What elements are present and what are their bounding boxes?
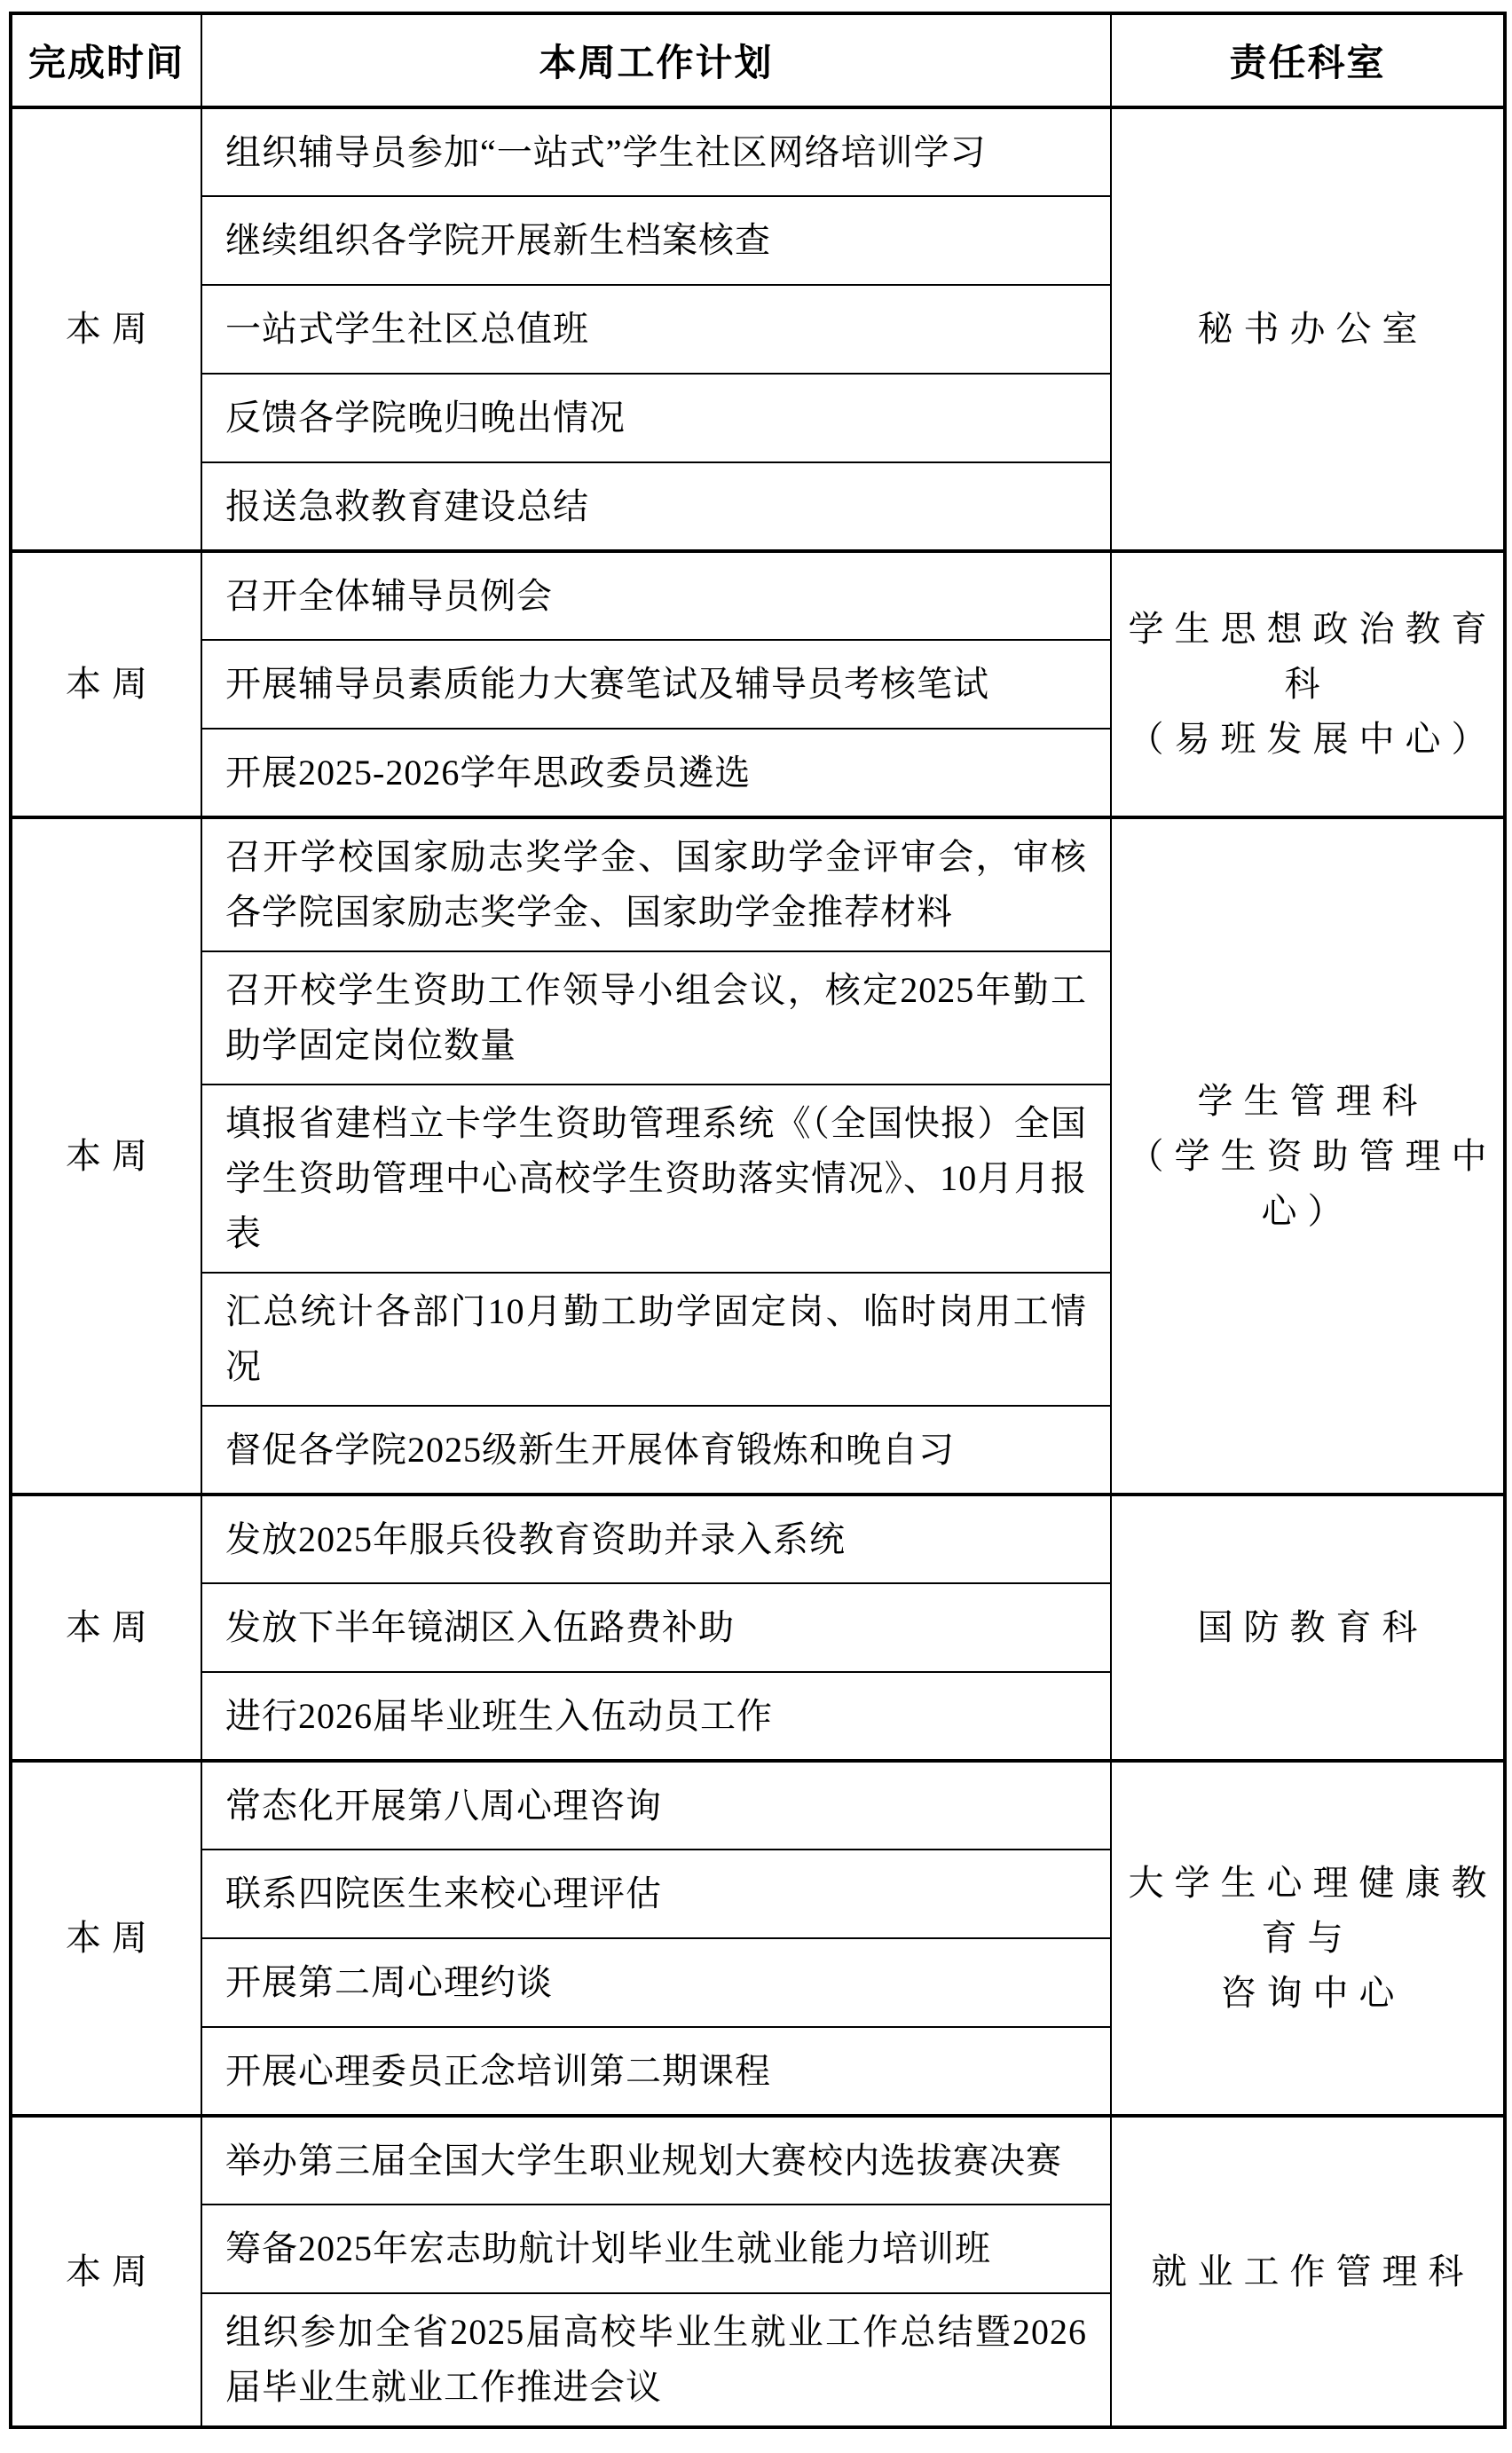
dept-cell (1111, 551, 1505, 817)
table-row (11, 107, 1505, 196)
task-cell: 开展第二周心理约谈 (201, 1938, 1111, 2027)
dept-line: 咨询中心 (1220, 1973, 1406, 2013)
dept-line: （学生资助管理中心） (1128, 1135, 1498, 1231)
header-row (11, 13, 1505, 107)
dept-line: 学生管理科 (1197, 1080, 1429, 1121)
dept-cell (1111, 2116, 1505, 2427)
dept-cell (1111, 107, 1505, 551)
task-cell: 反馈各学院晚归晚出情况 (201, 374, 1111, 462)
task-cell: 举办第三届全国大学生职业规划大赛校内选拔赛决赛 (201, 2116, 1111, 2205)
dept-cell (1111, 1761, 1505, 2116)
task-cell: 联系四院医生来校心理评估 (201, 1850, 1111, 1938)
work-plan-table (9, 12, 1507, 2429)
dept-line: 国防教育科 (1197, 1607, 1429, 1647)
time-cell: 本周 (11, 551, 201, 817)
task-cell: 报送急救教育建设总结 (201, 462, 1111, 551)
time-cell: 本周 (11, 2116, 201, 2427)
task-cell: 汇总统计各部门10月勤工助学固定岗、临时岗用工情况 (201, 1273, 1111, 1406)
task-cell: 开展心理委员正念培训第二期课程 (201, 2027, 1111, 2116)
time-cell: 本周 (11, 1761, 201, 2116)
header-col-dept: 责任科室 (1111, 13, 1505, 107)
dept-line: 秘书办公室 (1197, 309, 1429, 349)
time-cell: 本周 (11, 1495, 201, 1761)
header-col-plan: 本周工作计划 (201, 13, 1111, 107)
dept-line: 大学生心理健康教育与 (1128, 1863, 1498, 1958)
dept-line: 学生思想政治教育科 (1128, 609, 1498, 704)
task-cell: 召开学校国家励志奖学金、国家助学金评审会，审核各学院国家励志奖学金、国家助学金推荐材料 (201, 817, 1111, 951)
task-cell: 筹备2025年宏志助航计划毕业生就业能力培训班 (201, 2205, 1111, 2293)
task-cell: 开展辅导员素质能力大赛笔试及辅导员考核笔试 (201, 640, 1111, 729)
header-col-time: 完成时间 (11, 13, 201, 107)
task-cell: 督促各学院2025级新生开展体育锻炼和晚自习 (201, 1406, 1111, 1495)
dept-cell (1111, 817, 1505, 1495)
table-row (11, 1761, 1505, 1850)
table-row (11, 551, 1505, 640)
table-body (11, 107, 1505, 2427)
task-cell: 召开全体辅导员例会 (201, 551, 1111, 640)
table-row (11, 817, 1505, 951)
task-cell: 组织辅导员参加“一站式”学生社区网络培训学习 (201, 107, 1111, 196)
dept-line: 就业工作管理科 (1151, 2251, 1475, 2291)
time-cell: 本周 (11, 817, 201, 1495)
task-cell: 填报省建档立卡学生资助管理系统《（全国快报）全国学生资助管理中心高校学生资助落实情况》、10月月报表 (201, 1085, 1111, 1273)
dept-line: （易班发展中心） (1128, 719, 1498, 759)
task-cell: 组织参加全省2025届高校毕业生就业工作总结暨2026届毕业生就业工作推进会议 (201, 2293, 1111, 2427)
table-row (11, 1495, 1505, 1583)
task-cell: 开展2025-2026学年思政委员遴选 (201, 729, 1111, 817)
task-cell: 进行2026届毕业班生入伍动员工作 (201, 1672, 1111, 1761)
task-cell: 发放下半年镜湖区入伍路费补助 (201, 1583, 1111, 1672)
task-cell: 召开校学生资助工作领导小组会议，核定2025年勤工助学固定岗位数量 (201, 951, 1111, 1085)
time-cell: 本周 (11, 107, 201, 551)
dept-cell (1111, 1495, 1505, 1761)
task-cell: 继续组织各学院开展新生档案核查 (201, 196, 1111, 285)
task-cell: 一站式学生社区总值班 (201, 285, 1111, 374)
table-row (11, 2116, 1505, 2205)
task-cell: 发放2025年服兵役教育资助并录入系统 (201, 1495, 1111, 1583)
task-cell: 常态化开展第八周心理咨询 (201, 1761, 1111, 1850)
table-header (11, 13, 1505, 107)
